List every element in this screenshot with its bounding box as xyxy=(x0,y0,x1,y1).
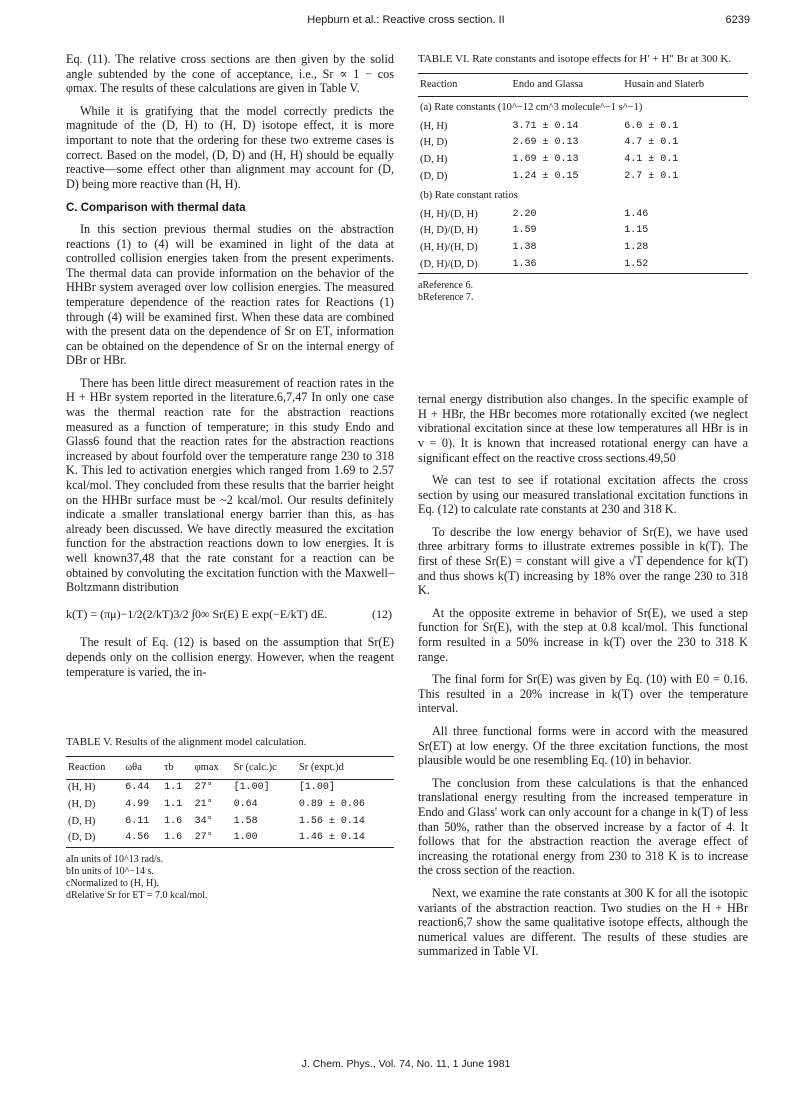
table-cell: 6.11 xyxy=(125,815,150,827)
table-subheading: (b) Rate constant ratios xyxy=(420,190,518,202)
paragraph: The conclusion from these calculations is that the enhanced translational energy resulting from the increased temperature in Endo and Glass' work can only account for a change in k(T) of less than 50%, rather than the observed increase by a factor of 4. It follows that for the abstraction reaction the average effect of increasing the rotational energy from 230 to 318 K is to increase the cross section of the reaction. xyxy=(418,775,748,878)
table-cell: (H, H)/(D, H) xyxy=(420,208,478,220)
table-v xyxy=(66,756,394,848)
table-cell: 1.15 xyxy=(624,225,649,237)
table-v-caption: TABLE V. Results of the alignment model calculation. xyxy=(66,736,307,749)
paragraph: The result of Eq. (12) is based on the assumption that Sr(E) depends only on the collision energy. However, when the reagent temperature is varied, the in- xyxy=(66,635,394,679)
table-cell: [1.00] xyxy=(233,782,270,794)
table-row xyxy=(418,169,748,186)
table-cell: 27° xyxy=(194,832,213,844)
column-header: Husain and Slaterb xyxy=(622,73,748,97)
table-cell: 1.00 xyxy=(233,832,258,844)
paragraph: In this section previous thermal studies on the abstraction reactions (1) to (4) will be examined in light of the data at controlled collision energies taken from the present experiments. The thermal data can provide information on the behavior of the HHBr system averaged over low collision energies. The measured temperature dependence of the reaction rates for Reactions (1) through (4) will be examined first. When these data are combined with the present data on the dependence of Sr on ET, information can be obtained on the dependence of Sr on the internal energy of DBr or HBr. xyxy=(66,221,394,368)
paragraph: We can test to see if rotational excitation affects the cross section by using our measured translational excitation functions in Eq. (12) to calculate rate constants at 230 and 318 K. xyxy=(418,473,748,517)
table-row xyxy=(418,119,748,136)
table-cell: 4.1 ± 0.1 xyxy=(624,153,679,165)
table-cell: 1.58 xyxy=(233,815,258,827)
equation-12 xyxy=(66,607,394,622)
table-row xyxy=(66,797,394,814)
table-cell: [1.00] xyxy=(298,782,335,794)
column-header: Sr (expt.)d xyxy=(297,756,394,780)
table-cell: 6.44 xyxy=(125,782,150,794)
table-v-footnotes xyxy=(66,854,394,902)
table-row xyxy=(66,814,394,831)
table-cell: 1.1 xyxy=(164,798,183,810)
table-cell: (H, D) xyxy=(420,137,448,149)
paragraph: All three functional forms were in accord with the measured Sr(ET) at low energy. Of the three excitation functions, the most plausible would be one resembling Eq. (10) in behavior. xyxy=(418,724,748,768)
paragraph: ternal energy distribution also changes. In the specific example of H + HBr, the HBr becomes more rotationally excited (we neglect vibrational excitation since at these low temperatures all HBr is in v = 0). It is known that increased rotational energy can have a significant effect on the reactive cross sections.49,50 xyxy=(418,392,748,465)
table-header-row xyxy=(418,73,748,97)
table-row xyxy=(418,135,748,152)
table-cell: (D, D) xyxy=(420,170,448,182)
table-subheading: (a) Rate constants (10^−12 cm^3 molecule^−1 s^−1) xyxy=(420,102,643,114)
table-cell: (D, H) xyxy=(420,153,448,165)
table-cell: 1.52 xyxy=(624,258,649,270)
table-cell: 4.99 xyxy=(125,798,150,810)
table-cell: 6.0 ± 0.1 xyxy=(624,120,679,132)
running-head: Hepburn et al.: Reactive cross section. II xyxy=(307,14,505,26)
paragraph: The final form for Sr(E) was given by Eq. (10) with E0 = 0.16. This resulted in a 20% increase in k(T) over the temperature interval. xyxy=(418,672,748,716)
table-header-row xyxy=(66,756,394,780)
table-cell: 0.89 ± 0.06 xyxy=(298,798,365,810)
table-cell: 2.69 ± 0.13 xyxy=(512,137,579,149)
table-cell: 0.64 xyxy=(233,798,258,810)
equation-number: (12) xyxy=(372,606,392,621)
table-subheading-row xyxy=(418,185,748,207)
footnote: aReference 6. xyxy=(418,280,473,292)
paragraph: At the opposite extreme in behavior of Sr(E), we used a step function for Sr(E), with the step at 0.8 kcal/mol. This functional form resulted in a 50% increase in k(T) over the 230 to 318 K range. xyxy=(418,605,748,664)
table-cell: (H, D)/(D, H) xyxy=(420,225,478,237)
table-row xyxy=(418,240,748,257)
column-header: Reaction xyxy=(418,73,511,97)
column-header: Sr (calc.)c xyxy=(232,756,297,780)
table-cell: (D, H)/(D, D) xyxy=(420,258,478,270)
table-cell: 27° xyxy=(194,782,213,794)
table-cell: 1.38 xyxy=(512,241,537,253)
table-cell: 1.59 xyxy=(512,225,537,237)
left-column xyxy=(66,52,394,902)
table-row xyxy=(418,207,748,224)
table-cell: 1.69 ± 0.13 xyxy=(512,153,579,165)
equation-body: k(T) = (πμ)−1/2(2/kT)3/2 ∫0∞ Sr(E) E exp(−E/kT) dE. xyxy=(66,606,328,621)
table-row xyxy=(418,223,748,240)
table-cell: 1.56 ± 0.14 xyxy=(298,815,365,827)
table-cell: 34° xyxy=(194,815,213,827)
table-cell: 1.24 ± 0.15 xyxy=(512,170,579,182)
table-row xyxy=(418,152,748,169)
footnote: bReference 7. xyxy=(418,292,474,304)
column-header: τb xyxy=(162,756,193,780)
section-heading: C. Comparison with thermal data xyxy=(66,202,246,215)
table-cell: (H, H) xyxy=(420,120,448,132)
paragraph: Next, we examine the rate constants at 300 K for all the isotopic variants of the abstraction reaction. Two studies on the H + HBr reaction6,7 show the same qualitative isotope effects, although the numerical values are different. The results of these studies are summarized in Table VI. xyxy=(418,885,748,959)
table-cell: (H, H) xyxy=(68,782,96,794)
paragraph: There has been little direct measurement of reaction rates in the H + HBr system reported in the literature.6,7,47 In only one case was the thermal reaction rate for the abstraction reactions measured as a function of temperature; in this study Endo and Glass6 found that the reaction rates for the abstraction reactions increased by about fourfold over the temperature range 230 to 318 K. This led to activation energies which ranged from 1.69 to 2.57 kcal/mol. They concluded from these results that the barrier height on the HHBr surface must be ~2 kcal/mol. Our results definitely indicate a smaller translational energy barrier than this, as has already been discussed. We have directly measured the excitation function for the abstraction reactions down to low energies. It is well known37,48 that the rate constant for a reaction can be obtained by convoluting the excitation function with the Maxwell–Boltzmann distribution xyxy=(66,375,394,595)
column-header: Endo and Glassa xyxy=(511,73,623,97)
journal-footer: J. Chem. Phys., Vol. 74, No. 11, 1 June 1981 xyxy=(301,1058,511,1070)
table-row xyxy=(66,830,394,847)
table-cell: 1.46 xyxy=(624,208,649,220)
table-cell: 4.7 ± 0.1 xyxy=(624,137,679,149)
paragraph: To describe the low energy behavior of Sr(E), we have used three arbitrary forms to illustrate extremes possible in k(T). The first of these Sr(E) = constant will give a √T dependence for k(T) and thus shows k(T) increasing by 18% over the range 230 to 318 K. xyxy=(418,524,748,598)
table-cell: 1.1 xyxy=(164,782,183,794)
footnote: cNormalized to (H, H). xyxy=(66,877,160,889)
table-vi-footnotes xyxy=(418,280,748,304)
column-header: ωθa xyxy=(123,756,162,780)
column-header: Reaction xyxy=(66,756,123,780)
page-number: 6239 xyxy=(725,14,750,26)
table-cell: 1.36 xyxy=(512,258,537,270)
table-cell: 2.20 xyxy=(512,208,537,220)
paragraph: While it is gratifying that the model correctly predicts the magnitude of the (D, H) to (H, D) isotope effect, it is more important to note that the ordering for these two extreme cases is correct. Based on the model, (D, D) and (H, H) should be equally reactive—some effect other than alignment may account for (D, D) being more reactive than (H, H). xyxy=(66,103,394,191)
table-cell: 2.7 ± 0.1 xyxy=(624,170,679,182)
table-cell: 1.28 xyxy=(624,241,649,253)
table-cell: 3.71 ± 0.14 xyxy=(512,120,579,132)
footnote: dRelative Sr for ET = 7.0 kcal/mol. xyxy=(66,889,208,901)
table-row xyxy=(418,257,748,274)
table-cell: (D, D) xyxy=(68,832,96,844)
table-cell: 1.46 ± 0.14 xyxy=(298,832,365,844)
table-vi-caption: TABLE VI. Rate constants and isotope effects for H′ + H″ Br at 300 K. xyxy=(418,53,732,65)
table-cell: 1.6 xyxy=(164,832,183,844)
paragraph: Eq. (11). The relative cross sections are then given by the solid angle subtended by the cone of acceptance, i.e., Sr ∝ 1 − cos φmax. The results of these calculations are given in Table V. xyxy=(66,52,394,96)
table-cell: 1.6 xyxy=(164,815,183,827)
footnote: aIn units of 10^13 rad/s. xyxy=(66,853,164,865)
column-header: φmax xyxy=(193,756,232,780)
table-cell: (D, H) xyxy=(68,815,96,827)
footnote: bIn units of 10^−14 s. xyxy=(66,865,154,877)
table-cell: (H, D) xyxy=(68,798,96,810)
table-row xyxy=(66,780,394,797)
right-column xyxy=(418,52,748,967)
table-cell: (H, H)/(H, D) xyxy=(420,241,478,253)
table-cell: 21° xyxy=(194,798,213,810)
table-vi xyxy=(418,73,748,275)
table-subheading-row xyxy=(418,97,748,119)
table-cell: 4.56 xyxy=(125,832,150,844)
